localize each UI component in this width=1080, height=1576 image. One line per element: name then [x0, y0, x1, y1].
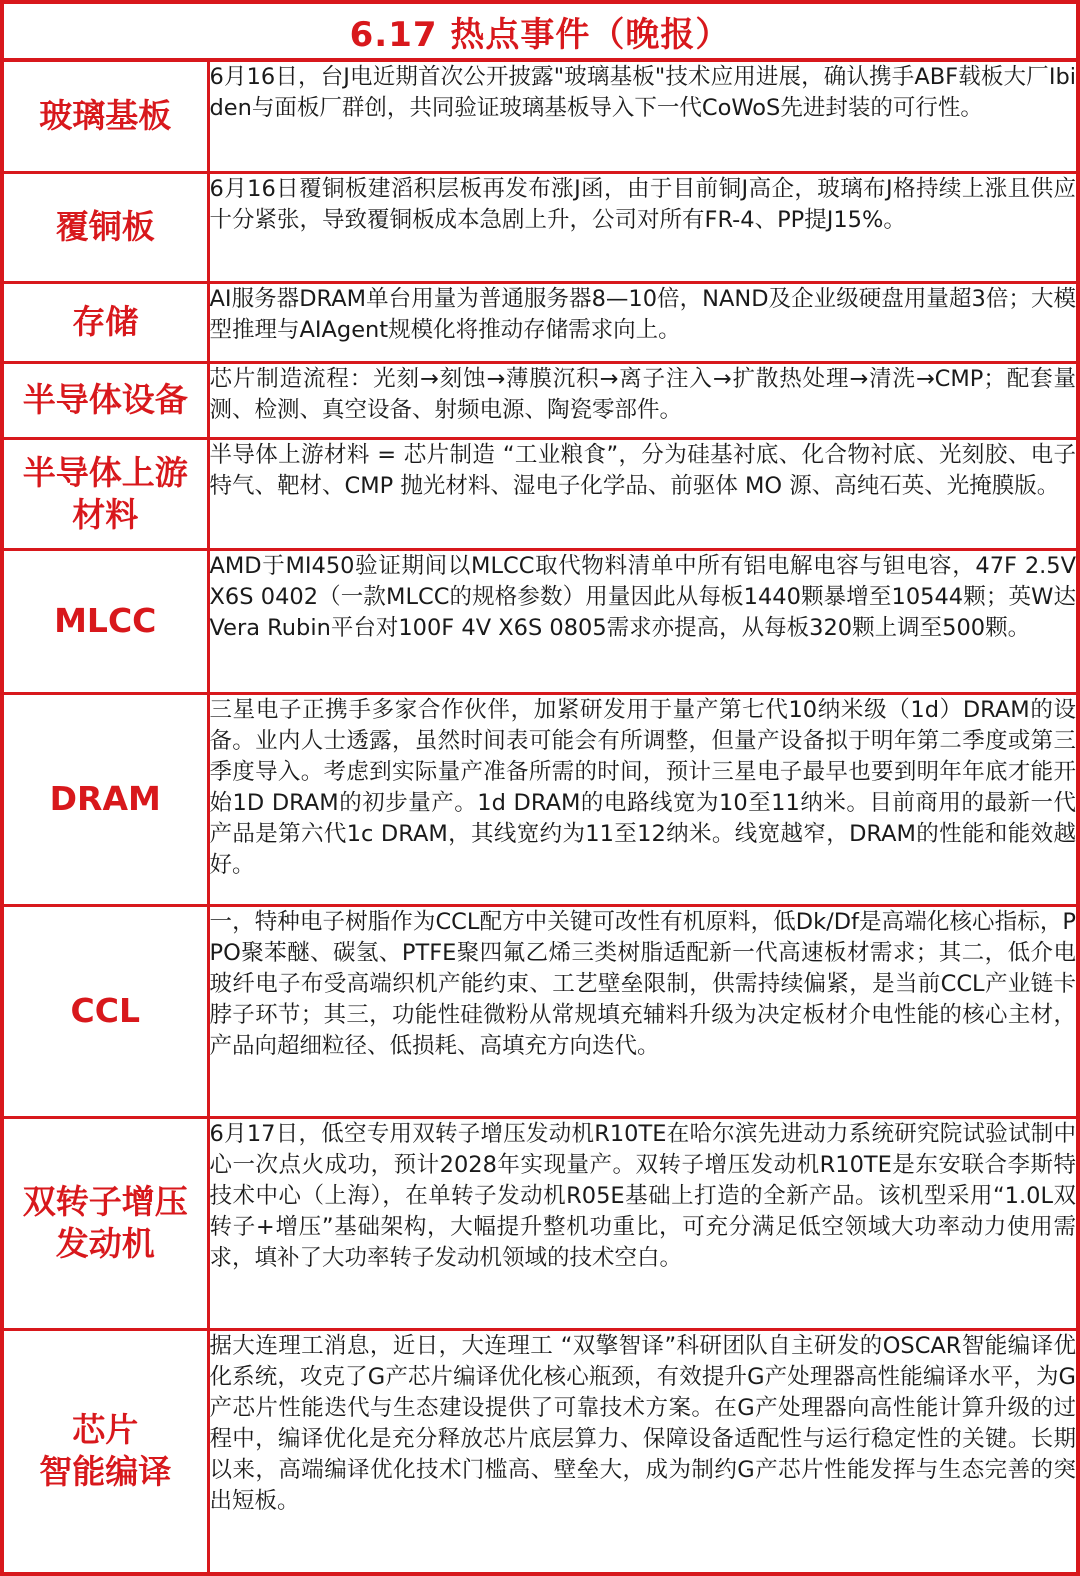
row-category: 半导体上游 材料	[4, 438, 208, 549]
row-category: 芯片 智能编译	[4, 1329, 208, 1572]
row-description: 一，特种电子树脂作为CCL配方中关键可改性有机原料，低Dk/Df是高端化核心指标，PPO聚苯醚、碳氢、PTFE聚四氟乙烯三类树脂适配新一代高速板材需求；其二，低介电玻纤电子布受高端织机产能约束、工艺壁垒限制，供需持续偏紧，是当前CCL产业链卡脖子环节；其三，功能性硅微粉从常规填充辅料升级为决定板材介电性能的核心主材，产品向超细粒径、低损耗、高填充方向迭代。	[208, 905, 1076, 1117]
table-row	[4, 693, 1076, 905]
table-row	[4, 172, 1076, 282]
row-description: 6月16日覆铜板建滔积层板再发布涨J函，由于目前铜J高企，玻璃布J格持续上涨且供应十分紧张，导致覆铜板成本急剧上升，公司对所有FR-4、PP提J15%。	[208, 172, 1076, 282]
table-row	[4, 362, 1076, 438]
table-row	[4, 549, 1076, 693]
table-row	[4, 1329, 1076, 1572]
row-description: 6月16日，台J电近期首次公开披露"玻璃基板"技术应用进展，确认携手ABF载板大厂Ibiden与面板厂群创，共同验证玻璃基板导入下一代CoWoS先进封装的可行性。	[208, 62, 1076, 172]
row-category: CCL	[4, 905, 208, 1117]
page-title: 6.17 热点事件（晚报）	[4, 4, 1076, 62]
table-row	[4, 438, 1076, 549]
row-description: AI服务器DRAM单台用量为普通服务器8—10倍，NAND及企业级硬盘用量超3倍；大模型推理与AIAgent规模化将推动存储需求向上。	[208, 282, 1076, 362]
events-table	[4, 62, 1076, 1572]
table-row	[4, 1117, 1076, 1329]
row-description: 6月17日，低空专用双转子增压发动机R10TE在哈尔滨先进动力系统研究院试验试制中心一次点火成功，预计2028年实现量产。双转子增压发动机R10TE是东安联合李斯特技术中心（上海），在单转子发动机R05E基础上打造的全新产品。该机型采用“1.0L双转子+增压”基础架构，大幅提升整机功重比，可充分满足低空领域大功率动力使用需求，填补了大功率转子发动机领域的技术空白。	[208, 1117, 1076, 1329]
row-category: 存储	[4, 282, 208, 362]
table-row	[4, 62, 1076, 172]
table-row	[4, 282, 1076, 362]
row-category: 玻璃基板	[4, 62, 208, 172]
row-description: 三星电子正携手多家合作伙伴，加紧研发用于量产第七代10纳米级（1d）DRAM的设备。业内人士透露，虽然时间表可能会有所调整，但量产设备拟于明年第二季度或第三季度导入。考虑到实际量产准备所需的时间，预计三星电子最早也要到明年年底才能开始1D DRAM的初步量产。1d DRAM的电路线宽为10至11纳米。目前商用的最新一代产品是第六代1c DRAM，其线宽约为11至12纳米。线宽越窄，DRAM的性能和能效越好。	[208, 693, 1076, 905]
row-description: AMD于MI450验证期间以MLCC取代物料清单中所有铝电解电容与钽电容，47F 2.5V X6S 0402（一款MLCC的规格参数）用量因此从每板1440颗暴增至10544颗；英W达Vera Rubin平台对100F 4V X6S 0805需求亦提高，从每板320颗上调至500颗。	[208, 549, 1076, 693]
row-category: 双转子增压 发动机	[4, 1117, 208, 1329]
table-row	[4, 905, 1076, 1117]
row-description: 芯片制造流程：光刻→刻蚀→薄膜沉积→离子注入→扩散热处理→清洗→CMP；配套量测、检测、真空设备、射频电源、陶瓷零部件。	[208, 362, 1076, 438]
row-category: MLCC	[4, 549, 208, 693]
row-description: 据大连理工消息，近日，大连理工 “双擎智译”科研团队自主研发的OSCAR智能编译优化系统，攻克了G产芯片编译优化核心瓶颈，有效提升G产处理器高性能编译水平，为G产芯片性能迭代与生态建设提供了可靠技术方案。在G产处理器向高性能计算升级的过程中，编译优化是充分释放芯片底层算力、保障设备适配性与运行稳定性的关键。长期以来，高端编译优化技术门槛高、壁垒大，成为制约G产芯片性能发挥与生态完善的突出短板。	[208, 1329, 1076, 1572]
row-category: DRAM	[4, 693, 208, 905]
row-description: 半导体上游材料 = 芯片制造 “工业粮食”，分为硅基衬底、化合物衬底、光刻胶、电子特气、靶材、CMP 抛光材料、湿电子化学品、前驱体 MO 源、高纯石英、光掩膜版。	[208, 438, 1076, 549]
row-category: 覆铜板	[4, 172, 208, 282]
row-category: 半导体设备	[4, 362, 208, 438]
